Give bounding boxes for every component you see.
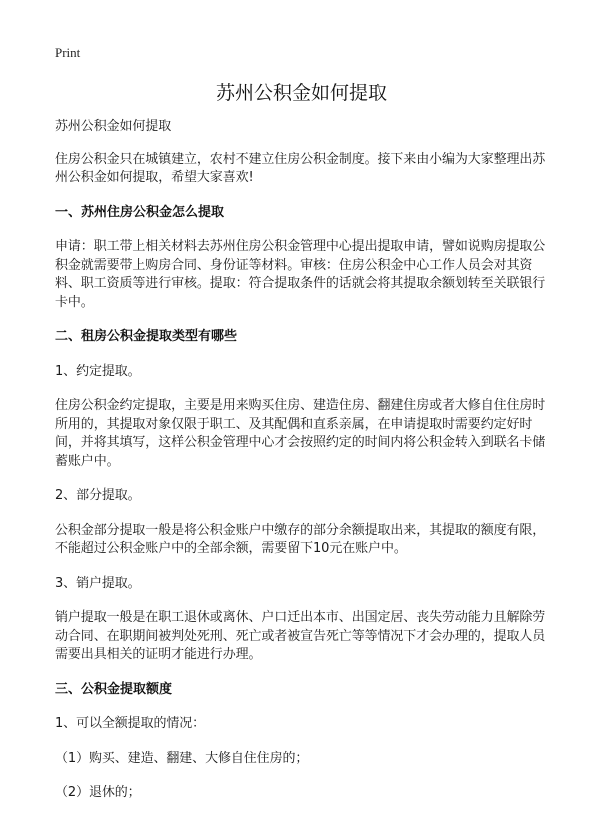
item-body-account-closure: 销户提取一般是在职工退休或离休、户口迁出本市、出国定居、丧失劳动能力且解除劳动合同、在职期间被判处死刑、死亡或者被宣告死亡等等情况下才会办理的，提取人员需要出具相关的证明才能进行办理。: [55, 610, 546, 662]
item-title-account-closure: 3、销户提取。: [55, 575, 141, 591]
document-subtitle: 苏州公积金如何提取: [55, 119, 172, 134]
item-body-agreed-withdrawal: 住房公积金约定提取，主要是用来购买住房、建造住房、翻建住房或者大修自住住房时所用的，其提取对象仅限于职工、及其配偶和直系亲属，在申请提取时需要约定好时间，并将其填写，这样公积金管理中心才会按照约定的时间内将公积金转入到联名卡储蓄账户中。: [55, 398, 546, 469]
item-title-agreed-withdrawal: 1、约定提取。: [55, 363, 141, 379]
section-heading-3: 三、公积金提取额度: [55, 681, 173, 697]
item-title-full-withdrawal: 1、可以全额提取的情况：: [55, 716, 206, 731]
section-heading-2: 二、租房公积金提取类型有哪些: [55, 329, 238, 344]
sub-item-retirement: （2）退休的；: [55, 785, 141, 800]
intro-paragraph: 住房公积金只在城镇建立，农村不建立住房公积金制度。接下来由小编为大家整理出苏州公积金如何提取，希望大家喜欢!: [55, 151, 546, 185]
item-title-partial-withdrawal: 2、部分提取。: [55, 488, 141, 503]
sub-item-purchase-build: （1）购买、建造、翻建、大修自住住房的；: [55, 750, 309, 766]
item-body-partial-withdrawal: 公积金部分提取一般是将公积金账户中缴存的部分余额提取出来，其提取的额度有限，不能超过公积金账户中的全部余额，需要留下10元在账户中。: [55, 522, 546, 556]
section-1-body: 申请：职工带上相关材料去苏州住房公积金管理中心提出提取申请，譬如说购房提取公积金就需要带上购房合同、身份证等材料。审核：住房公积金中心工作人员会对其资料、职工资质等进行审核。提取：符合提取条件的话就会将其提取余额划转至关联银行卡中。: [55, 239, 546, 310]
section-heading-1: 一、苏州住房公积金怎么提取: [55, 204, 225, 220]
print-link[interactable]: Print: [55, 45, 81, 60]
document-title: 苏州公积金如何提取: [215, 82, 387, 104]
